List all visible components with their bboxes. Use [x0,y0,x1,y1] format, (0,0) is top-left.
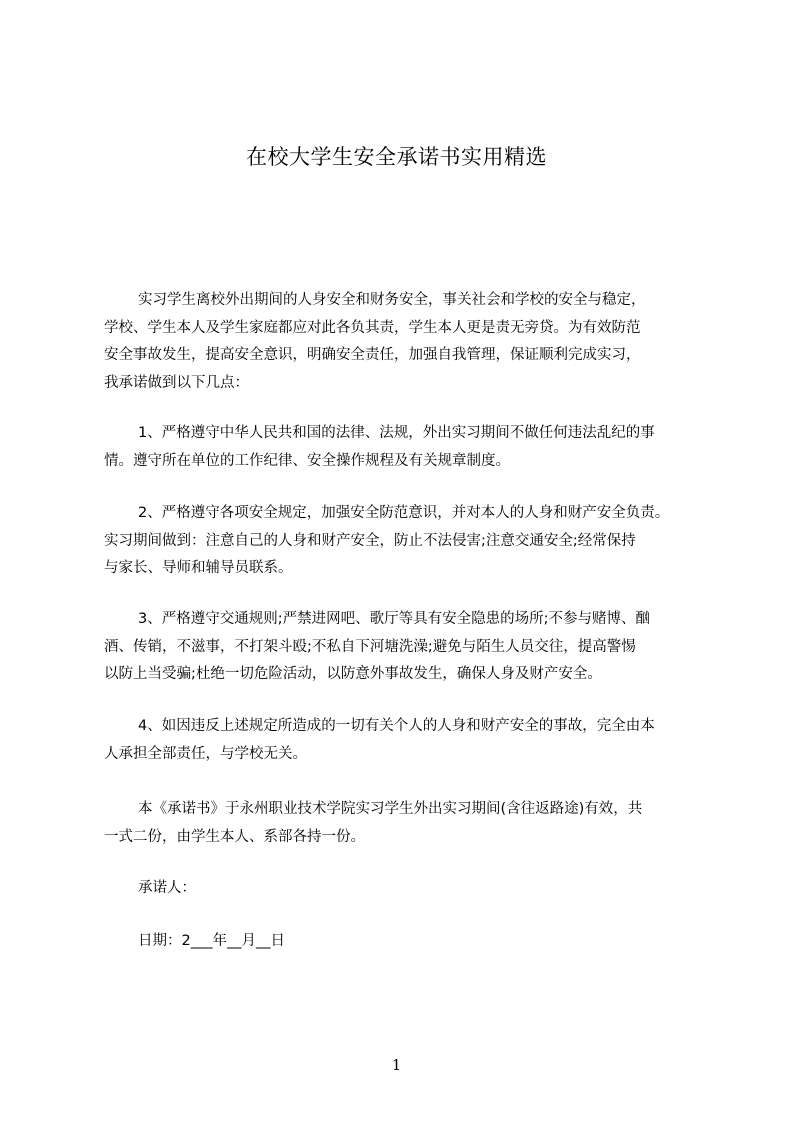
intro-line: 学校、学生本人及学生家庭都应对此各负其责，学生本人更是责无旁贷。为有效防范 [104,319,641,336]
document-title: 在校大学生安全承诺书实用精选 [246,145,547,169]
validity-line: 一式二份，由学生本人、系部各持一份。 [104,828,365,845]
clause-line: 与家长、导师和辅导员联系。 [104,560,293,576]
clause-line: 情。遵守所在单位的工作纪律、安全操作规程及有关规章制度。 [104,452,510,469]
clause-4 [104,713,744,768]
date-label: 日期：2___年__月__日 [138,933,285,949]
intro-paragraph [104,287,744,397]
clause-line: 人承担全部责任，与学校无关。 [104,745,307,762]
validity-line: 本《承诺书》于永州职业技术学院实习学生外出实习期间(含往返路途)有效，共 [138,801,643,817]
intro-line: 我承诺做到以下几点： [104,374,249,391]
signer-label: 承诺人： [138,880,196,896]
clause-line: 3、严格遵守交通规则;严禁进网吧、歌厅等具有安全隐患的场所;不参与赌博、酗 [138,611,650,627]
clause-line: 以防上当受骗;杜绝一切危险活动，以防意外事故发生，确保人身及财产安全。 [104,666,602,682]
page-number: 1 [391,1056,402,1074]
clause-3 [104,606,744,689]
intro-line: 实习学生离校外出期间的人身安全和财务安全，事关社会和学校的安全与稳定， [138,292,646,308]
clause-2 [104,500,744,583]
validity-paragraph [104,796,744,851]
clause-line: 酒、传销，不滋事，不打架斗殴;不私自下河塘洗澡;避免与陌生人员交往，提高警惕 [104,638,636,655]
clause-line: 1、严格遵守中华人民共和国的法律、法规，外出实习期间不做任何违法乱纪的事 [138,425,655,441]
clause-line: 2、严格遵守各项安全规定，加强安全防范意识，并对本人的人身和财产安全负责。 [138,505,670,521]
intro-line: 安全事故发生，提高安全意识，明确安全责任，加强自我管理，保证顺利完成实习， [104,347,641,363]
clause-line: 4、如因违反上述规定所造成的一切有关个人的人身和财产安全的事故，完全由本 [138,718,655,734]
clause-line: 实习期间做到：注意自己的人身和财产安全，防止不法侵害;注意交通安全;经常保持 [104,532,636,549]
clause-1 [104,420,744,475]
